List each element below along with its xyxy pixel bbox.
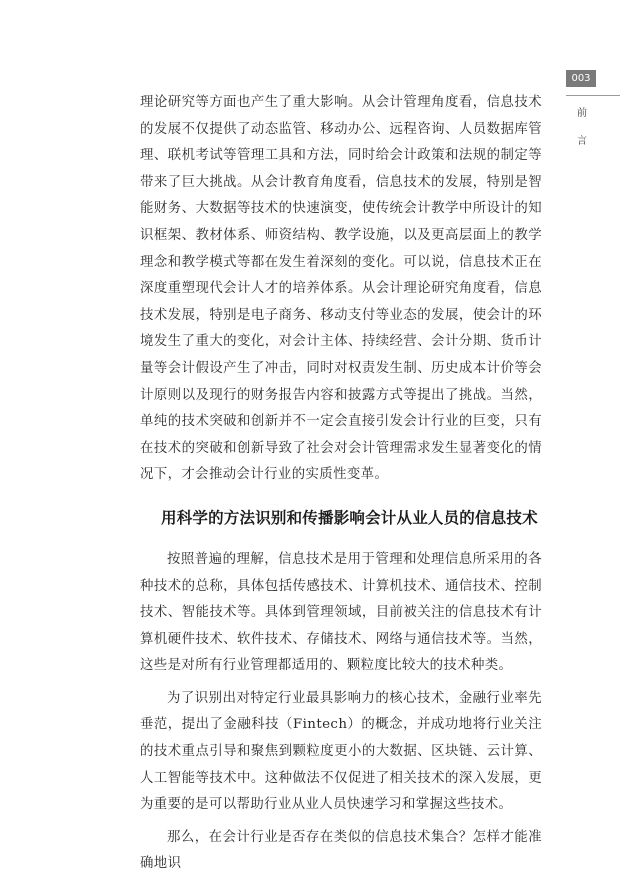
section-heading: 用科学的方法识别和传播影响会计从业人员的信息技术 bbox=[161, 508, 538, 527]
header-rule bbox=[566, 95, 620, 96]
chapter-side-label bbox=[575, 100, 589, 156]
paragraph-fintech: 为了识别出对特定行业最具影响力的核心技术，金融行业率先垂范，提出了金融科技（Fintech）的概念，并成功地将行业关注的技术重点引导和聚焦到颗粒度更小的大数据、区块链、云计算、人工智能等技术中。这种做法不仅促进了相关技术的深入发展，更为重要的是可以帮助行业从业人员快速学习和掌握这些技术。 bbox=[140, 690, 542, 813]
side-label-char-1: 前 bbox=[577, 108, 587, 119]
paragraph-continued: 理论研究等方面也产生了重大影响。从会计管理角度看，信息技术的发展不仅提供了动态监管、移动办公、远程咨询、人员数据库管理、联机考试等管理工具和方法，同时给会计政策和法规的制定等带来了巨大挑战。从会计教育角度看，信息技术的发展，特别是智能财务、大数据等技术的快速演变，使传统会计教学中所设计的知识框架、教材体系、师资结构、教学设施，以及更高层面上的教学理念和教学模式等都在发生着深刻的变化。可以说，信息技术正在深度重塑现代会计人才的培养体系。从会计理论研究角度看，信息技术发展，特别是电子商务、移动支付等业态的发展，使会计的环境发生了重大的变化，对会计主体、持续经营、会计分期、货币计量等会计假设产生了冲击，同时对权责发生制、历史成本计价等会计原则以及现行的财务报告内容和披露方式等提出了挑战。当然，单纯的技术突破和创新并不一定会直接引发会计行业的巨变，只有在技术的突破和创新导致了社会对会计管理需求发生显著变化的情况下，才会推动会计行业的实质性变革。 bbox=[140, 95, 542, 483]
page-number: 003 bbox=[566, 70, 596, 87]
page-body bbox=[140, 90, 542, 878]
paragraph-it-definition: 按照普遍的理解，信息技术是用于管理和处理信息所采用的各种技术的总称，具体包括传感技术、计算机技术、通信技术、控制技术、智能技术等。具体到管理领域，目前被关注的信息技术有计算机硬件技术、软件技术、存储技术、网络与通信技术等。当然，这些是对所有行业管理都适用的、颗粒度比较大的技术种类。 bbox=[140, 551, 542, 674]
paragraph-question: 那么，在会计行业是否存在类似的信息技术集合？怎样才能准确地识 bbox=[140, 829, 542, 872]
side-label-char-2: 言 bbox=[577, 136, 587, 147]
